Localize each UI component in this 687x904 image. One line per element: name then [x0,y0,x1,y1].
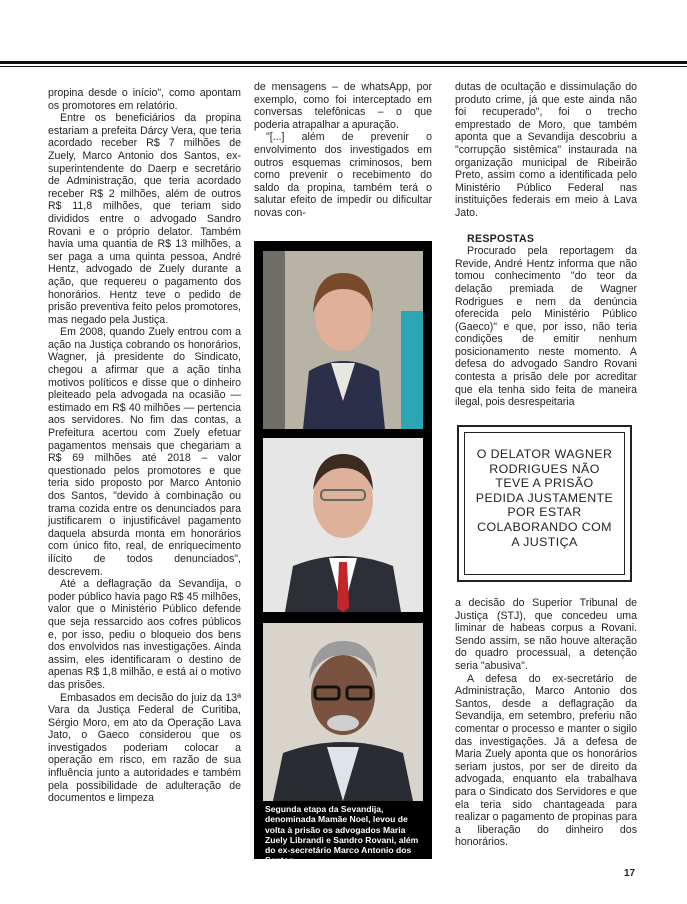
paragraph: propina desde o início", como apontam os promotores em relatório. [48,87,241,112]
article-column-3 [455,81,637,409]
pull-quote-text: O DELATOR WAGNER RODRIGUES NÃO TEVE A PRISÃO PEDIDA JUSTAMENTE POR ESTAR COLABORANDO COM A JUSTIÇA [475,447,614,549]
paragraph: Procurado pela reportagem da Revide, André Hentz informa que não tomou conhecimento "do teor da delação premiada de Wagner Rodrigues e nem da denúncia oferecida pelo Ministério Público (Gaeco)" e que, por isso, não teria condições de emitir nenhum posicionamento neste momento. A defesa do advogado Sandro Rovani contesta a prisão dele por acreditar que ela tenha sido feita de maneira ilegal, pois desrespeitaria [455,245,637,409]
paragraph: "[...] além de prevenir o envolvimento dos investigados em outros esquemas criminosos, bem como prevenir o recebimento do saldo da propina, também terá o salutar efeito de impedir ou dificultar novas con- [254,131,432,219]
article-column-1 [48,87,241,805]
photo-caption: Segunda etapa da Sevandija, denominada Mamãe Noel, levou de volta à prisão os advogados Maria Zuely Librandi e Sandro Rovani, além do ex-secretário Marco Antonio dos Santos [265,804,419,866]
paragraph: Entre os beneficiários da propina estariam a prefeita Dárcy Vera, que teria acordado receber R$ 7 milhões de Zuely, Marco Antonio dos Santos, ex-superintendente do Daerp e secretário de Administração, que teria acordado receber R$ 2 milhões, além de outros R$ 11,8 milhões, que teriam sido divididos entre o advogado Sandro Rovani e o próprio delator. Também havia uma quantia de R$ 13 milhões, a ser paga a uma quinta pessoa, André Hentz, advogado de Zuely durante a ação, que requereu o pagamento dos honorários. Hentz teve o pedido de prisão preventiva feito pelos promotores, mas negado pela Justiça. [48,112,241,326]
pull-quote-box [457,425,632,582]
article-column-2 [254,81,432,220]
photo-woman-portrait [263,251,423,429]
paragraph: A defesa do ex-secretário de Administração, Marco Antonio dos Santos, desde a deflagração da Sevandija, em setembro, preferiu não comentar o processo e manter o sigilo das investigações. Já a defesa de Maria Zuely aponta que os honorários seriam justos, por ser de direito da advogada, enquanto ela trabalhava para o Sindicato dos Servidores e que ela teria sido chantageada para realizar o pagamento de propinas para a liberação do dinheiro dos honorários. [455,672,637,849]
header-rule-thin [0,66,687,67]
paragraph: Embasados em decisão do juiz da 13ª Vara da Justiça Federal de Curitiba, Sérgio Moro, em ato da Operação Lava Jato, o Gaeco considerou que os investigados poderiam colocar a operação em risco, em razão de sua influência junto a autoridades e também pela possibilidade de adulteração de documentos e limpeza [48,691,241,805]
section-subheading: RESPOSTAS [467,232,535,245]
paragraph: a decisão do Superior Tribunal de Justiça (STJ), que concedeu uma liminar de habeas corpus a Rovani. Sendo assim, se não houve alteração do quadro processual, a detenção seria "abusiva". [455,597,637,672]
header-rule [0,61,687,64]
photo-man-glasses [263,623,423,801]
paragraph: Em 2008, quando Zuely entrou com a ação na Justiça cobrando os honorários, Wagner, já presidente do Sindicato, chegou a afirmar que a ação tinha motivos políticos e disse que o dinheiro pleiteado pela advogada na ocasião — estimado em R$ 40 milhões — pertencia aos servidores. No fim das contas, a Prefeitura acertou com Zuely efetuar pagamentos mensais que chegariam a R$ 69 milhões até 2018 – valor questionado pelos promotores e que teria sido proposto por Marco Antonio dos Santos, "devido à combinação ou trama cozida entre os denunciados para justificarem o injustificável pagamento daquela absurda monta em honorários com único fito, real, de enriquecimento ilícito de todos denunciados", descrevem. [48,326,241,578]
page-number: 17 [624,868,636,879]
paragraph: dutas de ocultação e dissimulação do produto crime, já que este ainda não foi recuperado", foi o trecho emprestado de Moro, que também aponta que a Sevandija descobriu a "corrupção sistêmica" instaurada na organização municipal de Ribeirão Preto, assim como a identificada pelo Ministério Público Federal nas instituições federais em meio à Lava Jato. [455,81,637,219]
article-column-3-continued [455,597,637,849]
paragraph: de mensagens – de whatsApp, por exemplo, como foi interceptado em conversas telefônicas – o que poderia atrapalhar a apuração. [254,81,432,131]
paragraph: Até a deflagração da Sevandija, o poder público havia pago R$ 45 milhões, valor que o Ministério Público defende que seja ressarcido aos cofres públicos e, por isso, pediu o bloqueio dos bens dos envolvidos nas investigações. Ainda assim, eles identificaram o destino de apenas R$ 1,8 milhão, e está aí o motivo das prisões. [48,578,241,691]
photo-man-suit [263,438,423,612]
photo-panel [254,241,432,866]
